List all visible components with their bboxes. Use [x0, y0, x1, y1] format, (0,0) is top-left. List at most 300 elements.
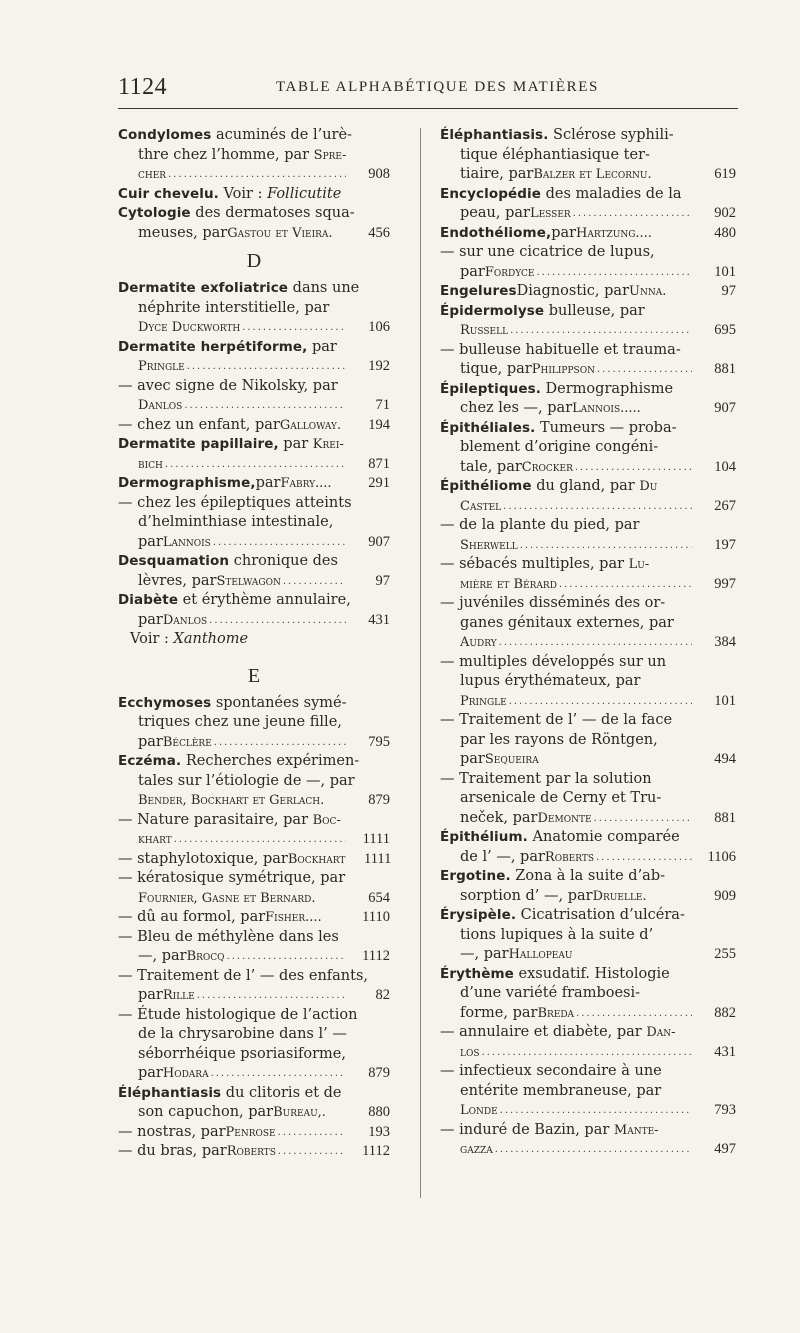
- page-ref: 197: [714, 536, 736, 553]
- index-line: [440, 165, 736, 185]
- entry-heading: Diabète: [118, 592, 179, 608]
- page-ref: 97: [721, 283, 736, 299]
- page-ref: 871: [368, 455, 390, 472]
- author-name: Lannois.....: [572, 401, 641, 416]
- page-ref: 879: [368, 792, 390, 808]
- running-head: TABLE ALPHABÉTIQUE DES MATIÈRES: [276, 79, 599, 95]
- entry-text: Voir :: [130, 631, 174, 647]
- author-name: Hallopeau: [508, 947, 573, 962]
- index-line: [440, 1101, 736, 1121]
- left-column: [118, 126, 390, 1162]
- entry-text: chronique des: [229, 553, 338, 569]
- index-line: [118, 830, 390, 850]
- entry-heading: Cytologie: [118, 205, 191, 221]
- index-line: [440, 282, 736, 302]
- index-line: [440, 321, 736, 341]
- index-line: [118, 416, 390, 436]
- author-name: Druelle.: [592, 888, 647, 904]
- entry-heading: Dermatite exfoliatrice: [118, 280, 289, 296]
- page-ref: 82: [375, 987, 390, 1003]
- index-line: [118, 713, 390, 733]
- entry-text: forme, par: [460, 1004, 538, 1021]
- index-line: [440, 672, 736, 692]
- entry-text: meuses, par: [138, 224, 228, 241]
- entry-heading: Dermatite papillaire,: [118, 436, 279, 452]
- page-ref: 1111: [363, 850, 392, 867]
- entry-text: de la chrysarobine dans l’ —: [138, 1026, 347, 1042]
- index-line: [118, 1103, 390, 1123]
- index-line: [118, 1006, 390, 1026]
- dot-leader: [597, 360, 692, 380]
- entry-text: — de la plante du pied, par: [440, 517, 640, 533]
- page-ref: 497: [714, 1141, 736, 1157]
- dot-leader: [594, 809, 692, 829]
- page-ref: 291: [368, 475, 390, 491]
- index-line: [118, 967, 390, 987]
- page-ref: 71: [375, 397, 390, 413]
- index-line: [440, 828, 736, 848]
- entry-text: séborrhéique psoriasiforme,: [138, 1045, 346, 1062]
- author-name: Bureau,.: [273, 1105, 326, 1120]
- page-header: [118, 74, 738, 104]
- cross-reference: Xanthome: [173, 631, 249, 647]
- entry-text: par: [138, 1065, 163, 1081]
- entry-text: Recherches expérimen-: [181, 753, 360, 769]
- dot-leader: [197, 986, 346, 1006]
- entry-text: Voir :: [218, 185, 268, 202]
- index-line: [440, 438, 736, 458]
- entry-heading: Épithéliales.: [440, 419, 536, 436]
- entry-heading: Endothéliome,: [440, 224, 552, 241]
- entry-heading: Desquamation: [118, 553, 230, 569]
- author-name: Breda: [537, 1005, 575, 1021]
- author-name: Lannois: [162, 534, 211, 550]
- entry-text: — juvéniles disséminés des or-: [440, 595, 666, 611]
- index-line: [440, 614, 736, 634]
- page-ref: 1111: [362, 831, 390, 847]
- index-line: [440, 380, 736, 400]
- index-line: [440, 419, 736, 439]
- entry-text: — induré de Bazin, par: [440, 1121, 614, 1138]
- entry-text: exsudatif. Histologie: [513, 965, 670, 982]
- page-ref: 193: [368, 1123, 390, 1140]
- entry-text: entérite membraneuse, par: [460, 1082, 662, 1099]
- index-line: [118, 299, 390, 319]
- entry-text: — Traitement de l’ — de la face: [440, 712, 673, 728]
- author-name: Mante-: [613, 1122, 659, 1138]
- index-line: [118, 318, 390, 338]
- index-line: [440, 906, 736, 926]
- index-line: [118, 869, 390, 889]
- author-name: gazza: [460, 1142, 493, 1157]
- cross-reference: Follicutite: [267, 185, 342, 202]
- entry-text: peau, par: [460, 205, 530, 221]
- entry-text: thre chez l’homme, par: [138, 146, 314, 163]
- author-name: Fordyce: [484, 264, 535, 280]
- author-name: Castel: [460, 498, 502, 514]
- entry-heading: Érythème: [440, 965, 514, 982]
- entry-heading: Ergotine.: [440, 868, 511, 884]
- author-name: Fisher....: [265, 910, 322, 925]
- entry-text: par les rayons de Röntgen,: [460, 731, 658, 748]
- section-letter: E: [247, 664, 261, 687]
- page-ref: 1106: [707, 848, 736, 865]
- page-ref: 384: [714, 634, 736, 650]
- index-line: [118, 752, 390, 772]
- entry-heading: Dermatite herpétiforme,: [118, 338, 308, 355]
- page-ref: 909: [714, 887, 736, 904]
- entry-text: —, par: [138, 948, 187, 964]
- index-line: [118, 1142, 390, 1162]
- index-line: [118, 611, 390, 631]
- index-line: [118, 1123, 390, 1143]
- entry-text: dans une: [288, 280, 360, 296]
- index-line: [440, 1062, 736, 1082]
- author-name: Gastou et Vieira.: [227, 225, 333, 241]
- author-name: Crocker: [521, 459, 573, 475]
- author-name: Dyce Duckworth: [138, 320, 241, 335]
- entry-text: par: [138, 733, 163, 750]
- index-line: [440, 1043, 736, 1063]
- index-line: [440, 594, 736, 614]
- entry-heading: Eczéma.: [118, 753, 182, 769]
- entry-text: Tumeurs — proba-: [535, 419, 677, 436]
- entry-heading: Ecchymoses: [118, 694, 212, 711]
- page-ref: 619: [714, 166, 736, 182]
- dot-leader: [500, 1101, 692, 1121]
- page-ref: 255: [714, 946, 736, 962]
- page-ref: 902: [714, 205, 736, 221]
- author-name: Bender, Bockhart et Gerlach.: [138, 793, 325, 808]
- entry-heading: Épithélium.: [440, 829, 528, 845]
- dot-leader: [278, 1123, 346, 1143]
- author-name: Brocq: [186, 949, 225, 964]
- entry-text: — infectieux secondaire à une: [440, 1063, 662, 1079]
- author-name: Béclère: [162, 734, 212, 750]
- page-ref: 267: [714, 497, 736, 514]
- index-line: [440, 302, 736, 322]
- index-line: [118, 986, 390, 1006]
- index-line: [440, 770, 736, 790]
- index-line: [440, 224, 736, 244]
- author-name: mière et Bérard: [460, 576, 557, 592]
- index-line: [118, 533, 390, 553]
- entry-text: tale, par: [460, 458, 522, 475]
- dot-leader: [184, 396, 346, 416]
- index-line: [440, 750, 736, 770]
- entry-text: par: [460, 751, 485, 767]
- entry-heading: Épidermolyse: [440, 302, 545, 319]
- index-line: [440, 1140, 736, 1160]
- page-ref: 494: [714, 751, 736, 767]
- index-line: [118, 435, 390, 455]
- entry-text: tique, par: [460, 361, 532, 377]
- entry-text: — sébacés multiples, par: [440, 556, 629, 572]
- author-name: Galloway.: [279, 417, 342, 433]
- index-line: [440, 848, 736, 868]
- entry-text: d’helminthiase intestinale,: [138, 514, 334, 530]
- page-ref: 654: [368, 889, 390, 906]
- index-line: [440, 243, 736, 263]
- index-line: [118, 630, 390, 650]
- index-line: [118, 811, 390, 831]
- page-ref: 793: [714, 1102, 736, 1118]
- page-ref: 104: [714, 458, 736, 475]
- dot-leader: [510, 321, 692, 341]
- entry-text: du gland, par: [531, 478, 640, 494]
- index-line: [118, 1084, 390, 1104]
- index-line: [118, 908, 390, 928]
- dot-leader: [227, 947, 346, 967]
- index-line: [440, 653, 736, 673]
- index-line: [118, 377, 390, 397]
- index-line: [118, 1025, 390, 1045]
- index-line: [440, 477, 736, 497]
- index-line: [118, 552, 390, 572]
- right-column: [440, 126, 736, 1160]
- index-line: [440, 555, 736, 575]
- index-line: [440, 887, 736, 907]
- dot-leader: [537, 263, 693, 283]
- dot-leader: [596, 848, 692, 868]
- entry-heading: Érysipèle.: [440, 907, 517, 923]
- entry-text: par: [551, 224, 577, 241]
- page-ref: 480: [714, 224, 736, 241]
- dot-leader: [283, 572, 346, 592]
- entry-text: tique éléphantiasique ter-: [460, 146, 650, 163]
- entry-text: blement d’origine congéni-: [460, 439, 659, 455]
- entry-text: par: [460, 263, 485, 280]
- entry-heading: Cuir chevelu.: [118, 185, 219, 202]
- author-name: los: [460, 1044, 480, 1060]
- page-ref: 456: [368, 224, 390, 241]
- index-line: [440, 516, 736, 536]
- author-name: Rille: [162, 988, 195, 1003]
- entry-text: chez les —, par: [460, 400, 573, 416]
- index-line: [118, 455, 390, 475]
- author-name: Hartzung....: [576, 225, 652, 241]
- index-line: [440, 185, 736, 205]
- dot-leader: [278, 1142, 346, 1162]
- index-line: [440, 1004, 736, 1024]
- dot-leader: [495, 1140, 692, 1160]
- entry-text: du clitoris et de: [221, 1084, 342, 1101]
- dot-leader: [168, 165, 346, 185]
- index-line: [440, 945, 736, 965]
- entry-text: Diagnostic, par: [516, 283, 630, 299]
- entry-text: lupus érythémateux, par: [460, 673, 641, 689]
- page-ref: 907: [714, 400, 736, 416]
- entry-text: des maladies de la: [541, 185, 682, 202]
- page-ref: 192: [368, 358, 390, 374]
- index-line: [118, 889, 390, 909]
- dot-leader: [559, 575, 692, 595]
- page-ref: 880: [368, 1104, 390, 1120]
- dot-leader: [165, 455, 346, 475]
- index-line: [118, 572, 390, 592]
- entry-text: d’une variété framboesi-: [460, 985, 641, 1001]
- author-name: khart: [138, 832, 172, 847]
- author-name: Philippson: [531, 362, 595, 377]
- entry-text: par: [278, 436, 313, 452]
- author-name: cher: [138, 167, 167, 182]
- index-line: [118, 279, 390, 299]
- dot-leader: [576, 1004, 692, 1024]
- entry-text: — dû au formol, par: [118, 909, 266, 925]
- entry-text: Cicatrisation d’ulcéra-: [516, 907, 685, 923]
- page-ref: 106: [368, 319, 390, 335]
- entry-text: — multiples développés sur un: [440, 653, 667, 670]
- dot-leader: [503, 497, 692, 517]
- author-name: Pringle: [460, 693, 507, 709]
- author-name: Krei-: [312, 437, 344, 452]
- entry-text: — avec signe de Nikolsky, par: [118, 377, 338, 394]
- author-name: Sequeira: [484, 752, 539, 767]
- dot-leader: [187, 357, 346, 377]
- author-name: Spre-: [313, 147, 347, 163]
- entry-text: tions lupiques à la suite d’: [460, 926, 654, 943]
- author-name: Dan-: [646, 1025, 676, 1040]
- entry-text: spontanées symé-: [211, 694, 347, 711]
- index-line: [118, 928, 390, 948]
- page-ref: 1112: [362, 1143, 390, 1159]
- index-line: [440, 458, 736, 478]
- page-ref: 194: [368, 416, 390, 433]
- page-ref: 431: [368, 611, 390, 628]
- page-ref: 1110: [362, 909, 390, 925]
- index-line: [118, 513, 390, 533]
- page-ref: 879: [368, 1065, 390, 1081]
- entry-text: Sclérose syphili-: [548, 127, 674, 143]
- page-ref: 881: [714, 361, 736, 377]
- index-line: [440, 633, 736, 653]
- entry-text: par: [138, 533, 163, 550]
- index-line: [440, 146, 736, 166]
- entry-text: — chez un enfant, par: [118, 416, 280, 433]
- author-name: Bockhart: [287, 851, 346, 867]
- column-divider: [420, 128, 421, 1198]
- entry-heading: Épithéliome: [440, 478, 532, 494]
- dot-leader: [211, 1064, 346, 1084]
- entry-text: — Nature parasitaire, par: [118, 811, 313, 828]
- entry-text: — Traitement par la solution: [440, 770, 652, 787]
- author-name: Sherwell: [460, 537, 518, 553]
- index-line: [440, 360, 736, 380]
- entry-heading: Condylomes: [118, 127, 212, 143]
- entry-heading: Engelures: [440, 283, 517, 299]
- index-line: [118, 185, 390, 205]
- index-line: [118, 947, 390, 967]
- page-ref: 997: [714, 575, 736, 592]
- page-ref: 695: [714, 322, 736, 338]
- author-name: Roberts: [544, 849, 595, 865]
- index-line: [440, 575, 736, 595]
- dot-leader: [520, 536, 692, 556]
- header-rule: [118, 108, 738, 109]
- section-letter: D: [246, 250, 262, 272]
- author-name: Fabry....: [280, 476, 332, 491]
- author-name: bich: [138, 456, 163, 472]
- dot-leader: [209, 611, 346, 631]
- entry-text: — Traitement de l’ — des enfants,: [118, 967, 369, 984]
- index-line: [118, 733, 390, 753]
- entry-text: — sur une cicatrice de lupus,: [440, 244, 655, 260]
- entry-text: par: [138, 611, 163, 628]
- entry-text: — du bras, par: [118, 1143, 227, 1159]
- index-line: [118, 224, 390, 244]
- dot-leader: [214, 733, 346, 753]
- index-line: [440, 867, 736, 887]
- index-line: [440, 263, 736, 283]
- author-name: Boc-: [312, 812, 341, 828]
- entry-text: — nostras, par: [118, 1123, 226, 1140]
- index-line: [440, 809, 736, 829]
- author-name: Penrose: [225, 1124, 276, 1140]
- entry-text: tales sur l’étiologie de —, par: [138, 772, 355, 789]
- index-line: [440, 399, 736, 419]
- author-name: Fournier, Gasne et Bernard.: [138, 890, 316, 906]
- index-line: [118, 357, 390, 377]
- entry-text: par: [138, 987, 163, 1003]
- index-line: [440, 926, 736, 946]
- entry-heading: Éléphantiasis.: [440, 127, 549, 143]
- index-line: [118, 165, 390, 185]
- page-ref: 882: [714, 1004, 736, 1021]
- entry-text: — annulaire et diabète, par: [440, 1024, 647, 1040]
- author-name: Danlos: [162, 612, 208, 628]
- index-line: [118, 1045, 390, 1065]
- entry-text: par: [307, 338, 337, 355]
- dot-leader: [213, 533, 346, 553]
- page-ref: 101: [714, 263, 736, 280]
- author-name: Du: [639, 479, 658, 494]
- author-name: Danlos: [138, 398, 183, 413]
- dot-leader: [242, 318, 346, 338]
- entry-heading: Éléphantiasis: [118, 1084, 222, 1101]
- entry-text: triques chez une jeune fille,: [138, 714, 342, 730]
- index-line: [440, 497, 736, 517]
- entry-text: — Bleu de méthylène dans les: [118, 928, 339, 945]
- dot-leader: [573, 204, 692, 224]
- page-ref: 881: [714, 809, 736, 826]
- entry-text: bulleuse, par: [544, 302, 645, 319]
- dot-leader: [174, 830, 346, 850]
- entry-heading: Épileptiques.: [440, 380, 541, 397]
- dot-leader: [499, 633, 692, 653]
- index-line: [440, 536, 736, 556]
- author-name: Hodara: [162, 1066, 209, 1081]
- index-line: [118, 146, 390, 166]
- entry-text: Dermographisme: [540, 380, 674, 397]
- index-line: [118, 126, 390, 146]
- index-line: [440, 692, 736, 712]
- page-ref: 431: [714, 1043, 736, 1060]
- page-ref: 1112: [362, 948, 390, 964]
- page-ref: 101: [714, 692, 736, 709]
- index-line: [440, 789, 736, 809]
- entry-text: — Étude histologique de l’action: [118, 1006, 358, 1023]
- entry-text: —, par: [460, 946, 509, 962]
- author-name: Balzer et Lecornu.: [533, 167, 652, 182]
- entry-text: son capuchon, par: [138, 1104, 274, 1120]
- index-line: [118, 772, 390, 792]
- entry-text: par: [255, 475, 281, 491]
- dot-leader: [509, 692, 692, 712]
- page-ref: 795: [368, 733, 390, 750]
- index-line: [440, 965, 736, 985]
- index-line: [118, 1064, 390, 1084]
- entry-text: néphrite interstitielle, par: [138, 299, 330, 316]
